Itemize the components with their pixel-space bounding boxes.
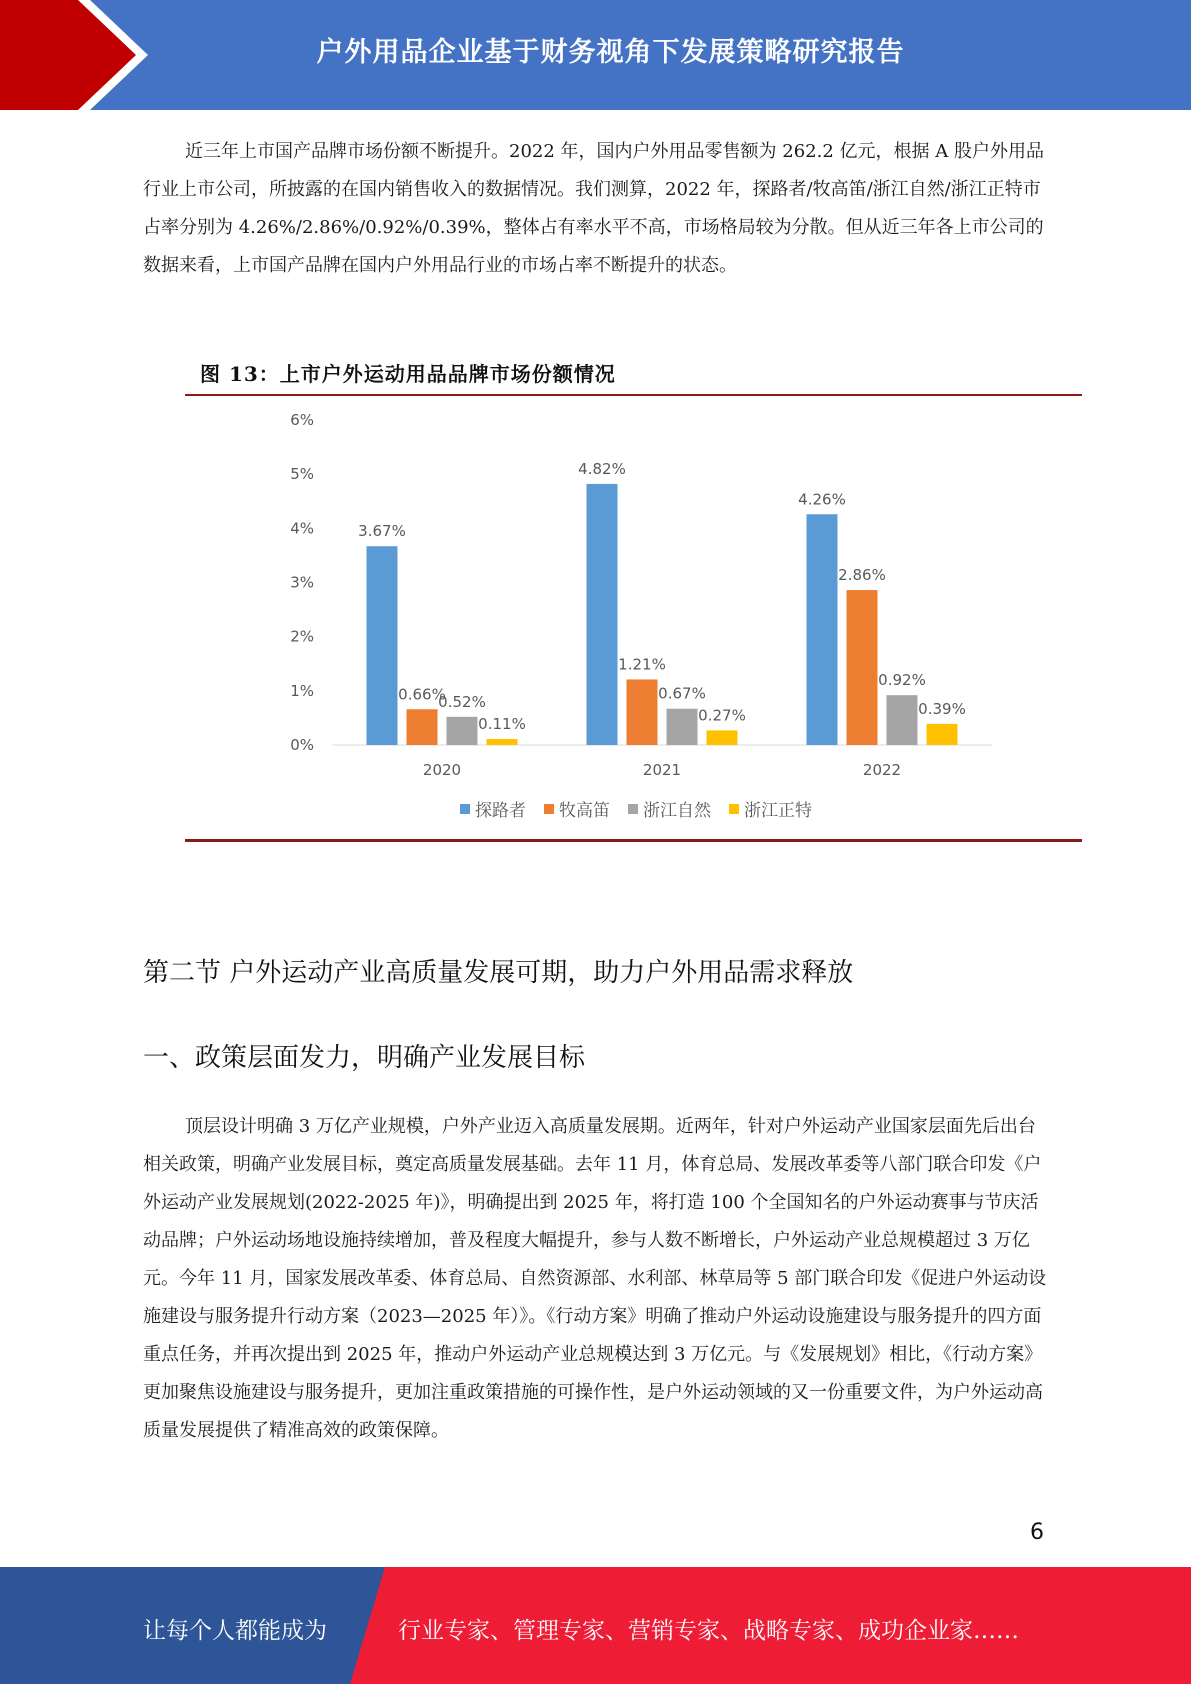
legend-item <box>544 796 610 821</box>
data-label: 0.39% <box>918 699 966 718</box>
bar <box>367 546 398 745</box>
data-label: 4.26% <box>798 490 846 509</box>
footer-slogan-right: 行业专家、管理专家、营销专家、战略专家、成功企业家…… <box>398 1618 1019 1644</box>
figure-bottom-rule <box>185 839 1082 842</box>
footer-slogan-left: 让每个人都能成为 <box>143 1618 327 1644</box>
chart-legend <box>460 796 812 821</box>
y-tick-label: 5% <box>290 465 314 484</box>
data-label: 0.67% <box>658 684 706 703</box>
y-tick-label: 2% <box>290 627 314 646</box>
x-tick-label: 2020 <box>422 761 462 779</box>
legend-label: 浙江自然 <box>643 801 711 821</box>
bar <box>627 679 658 745</box>
page-number: 6 <box>1030 1520 1044 1545</box>
y-tick-label: 4% <box>290 519 314 538</box>
bar <box>887 695 918 745</box>
bar <box>847 590 878 745</box>
y-tick-label: 6% <box>290 411 314 429</box>
data-label: 3.67% <box>358 522 406 541</box>
legend-swatch <box>460 804 470 814</box>
legend-swatch <box>628 804 638 814</box>
y-tick-label: 1% <box>290 681 314 700</box>
y-tick-label: 0% <box>290 736 314 754</box>
data-label: 2.86% <box>838 566 886 585</box>
market-share-bar-chart <box>270 400 1010 790</box>
bar <box>667 709 698 745</box>
data-label: 4.82% <box>578 459 626 478</box>
page-footer <box>0 1567 1191 1684</box>
legend-label: 浙江正特 <box>744 801 812 821</box>
page-header <box>0 0 1191 110</box>
legend-label: 探路者 <box>475 801 526 821</box>
bar <box>447 717 478 745</box>
paragraph-policy: 顶层设计明确 3 万亿产业规模，户外产业迈入高质量发展期。近两年，针对户外运动产业国家层面先后出台相关政策，明确产业发展目标，奠定高质量发展基础。去年 11 月，体育总局、发展改革委等八部门联合印发《户外运动产业发展规划(2022-2025 年)》，明确提出到 2025 年，将打造 100 个全国知名的户外运动赛事与节庆活动品牌；户外运动场地设施持续增加，普及程度大幅提升，参与人数不断增长，户外运动产业总规模超过 3 万亿元。今年 11 月，国家发展改革委、体育总局、自然资源部、水利部、林草局等 5 部门联合印发《促进户外运动设施建设与服务提升行动方案（2023—2025 年）》。《行动方案》明确了推动户外运动设施建设与服务提升的四方面重点任务，并再次提出到 2025 年，推动户外运动产业总规模达到 3 万亿元。与《发展规划》相比，《行动方案》更加聚焦设施建设与服务提升，更加注重政策措施的可操作性，是户外运动领域的又一份重要文件，为户外运动高质量发展提供了精准高效的政策保障。 <box>143 1116 1047 1441</box>
legend-label: 牧高笛 <box>559 801 610 821</box>
data-label: 0.92% <box>878 671 926 690</box>
bar <box>407 709 438 745</box>
bar <box>807 514 838 745</box>
paragraph-market-share: 近三年上市国产品牌市场份额不断提升。2022 年，国内户外用品零售额为 262.2 亿元，根据 A 股户外用品行业上市公司，所披露的在国内销售收入的数据情况。我们测算，2022 年，探路者/牧高笛/浙江自然/浙江正特市占率分别为 4.26%/2.86%/0.92%/0.39%，整体占有率水平不高，市场格局较为分散。但从近三年各上市公司的数据来看，上市国产品牌在国内户外用品行业的市场占率不断提升的状态。 <box>143 141 1044 276</box>
data-label: 1.21% <box>618 655 666 674</box>
legend-swatch <box>729 804 739 814</box>
figure-title: 图 13：上市户外运动用品品牌市场份额情况 <box>200 362 616 386</box>
data-label: 0.11% <box>478 715 526 734</box>
bar <box>487 739 518 745</box>
legend-item <box>628 796 711 821</box>
x-tick-label: 2021 <box>642 761 682 779</box>
data-label: 0.27% <box>698 706 746 725</box>
bar <box>707 730 738 745</box>
data-label: 0.66% <box>398 685 446 704</box>
section-heading: 第二节 户外运动产业高质量发展可期，助力户外用品需求释放 <box>143 958 854 988</box>
report-title: 户外用品企业基于财务视角下发展策略研究报告 <box>316 37 905 68</box>
figure-top-rule <box>185 394 1082 396</box>
data-label: 0.52% <box>438 692 486 711</box>
subsection-heading: 一、政策层面发力，明确产业发展目标 <box>143 1043 586 1073</box>
bar <box>587 484 618 745</box>
legend-swatch <box>544 804 554 814</box>
y-tick-label: 3% <box>290 573 314 592</box>
x-tick-label: 2022 <box>862 761 902 779</box>
bar <box>927 724 958 745</box>
legend-item <box>729 796 812 821</box>
legend-item <box>460 796 526 821</box>
